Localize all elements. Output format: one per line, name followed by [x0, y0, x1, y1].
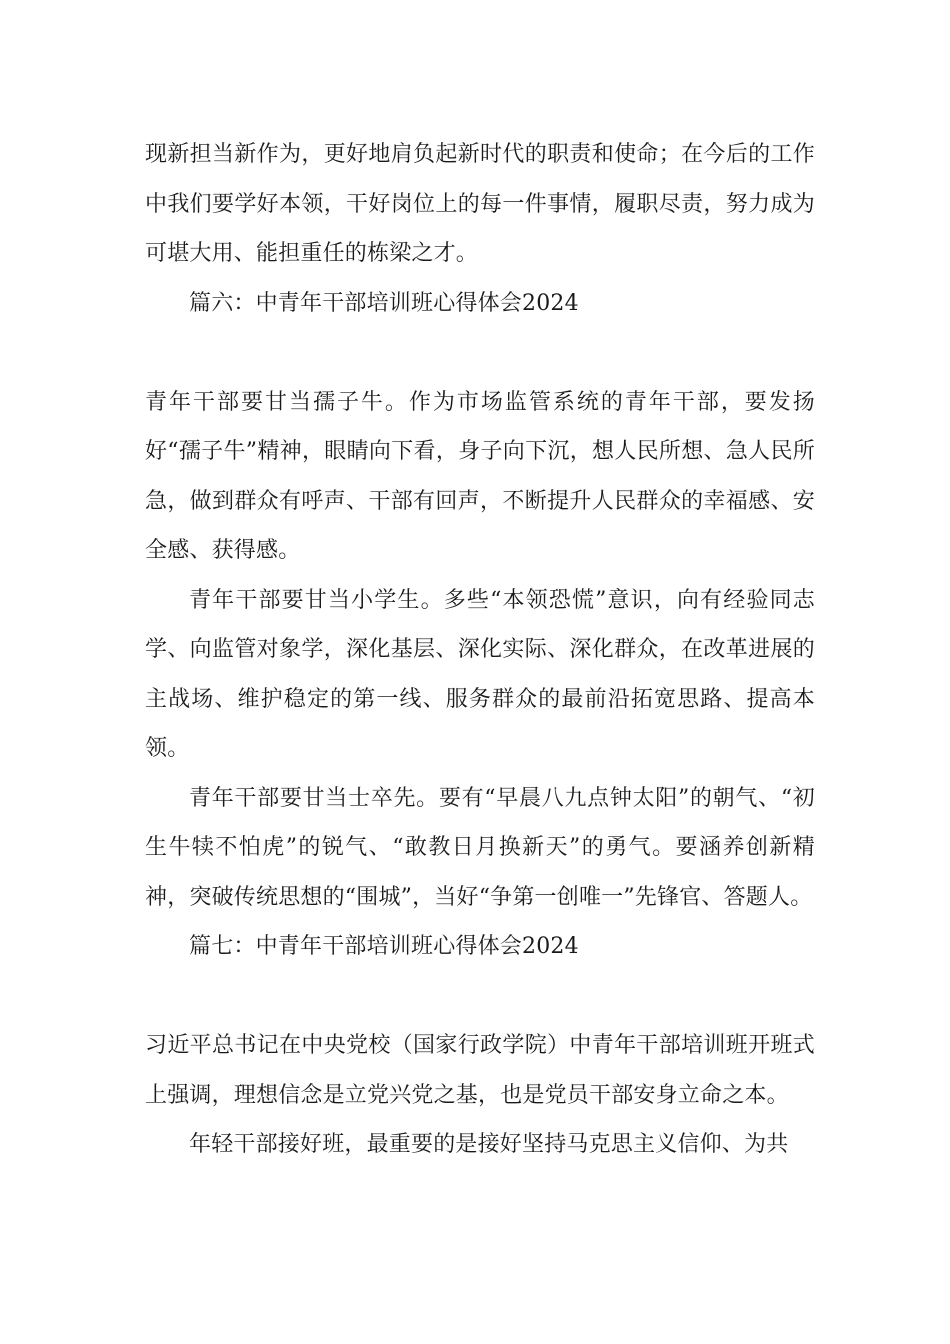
paragraph-closing-duty: 现新担当新作为，更好地肩负起新时代的职责和使命；在今后的工作中我们要学好本领，干好岗位上的每一件事情，履职尽责，努力成为可堪大用、能担重任的栋梁之才。	[145, 142, 815, 266]
section-heading-part-seven: 篇七：中青年干部培训班心得体会2024	[189, 934, 579, 959]
paragraph-servant-ox: 青年干部要甘当孺子牛。作为市场监管系统的青年干部，要发扬好“孺子牛”精神，眼睛向下看，身子向下沉，想人民所想、急人民所急，做到群众有呼声、干部有回声，不断提升人民群众的幸福感、安全感、获得感。	[145, 389, 815, 563]
paragraph-vanguard: 青年干部要甘当士卒先。要有“早晨八九点钟太阳”的朝气、“初生牛犊不怕虎”的锐气、“敢教日月换新天”的勇气。要涵养创新精神，突破传统思想的“围城”，当好“争第一创唯一”先锋官、答题人。	[145, 785, 815, 910]
section-heading-part-six: 篇六：中青年干部培训班心得体会2024	[189, 290, 579, 316]
paragraph-succession: 年轻干部接好班，最重要的是接好坚持马克思主义信仰、为共	[189, 1132, 789, 1157]
paragraph-student: 青年干部要甘当小学生。多些“本领恐慌”意识，向有经验同志学、向监管对象学，深化基层、深化实际、深化群众，在改革进展的主战场、维护稳定的第一线、服务群众的最前沿拓宽思路、提高本领。	[145, 587, 815, 761]
document-body	[145, 130, 815, 1170]
paragraph-ideals: 习近平总书记在中央党校（国家行政学院）中青年干部培训班开班式上强调，理想信念是立党兴党之基，也是党员干部安身立命之本。	[145, 1033, 815, 1108]
